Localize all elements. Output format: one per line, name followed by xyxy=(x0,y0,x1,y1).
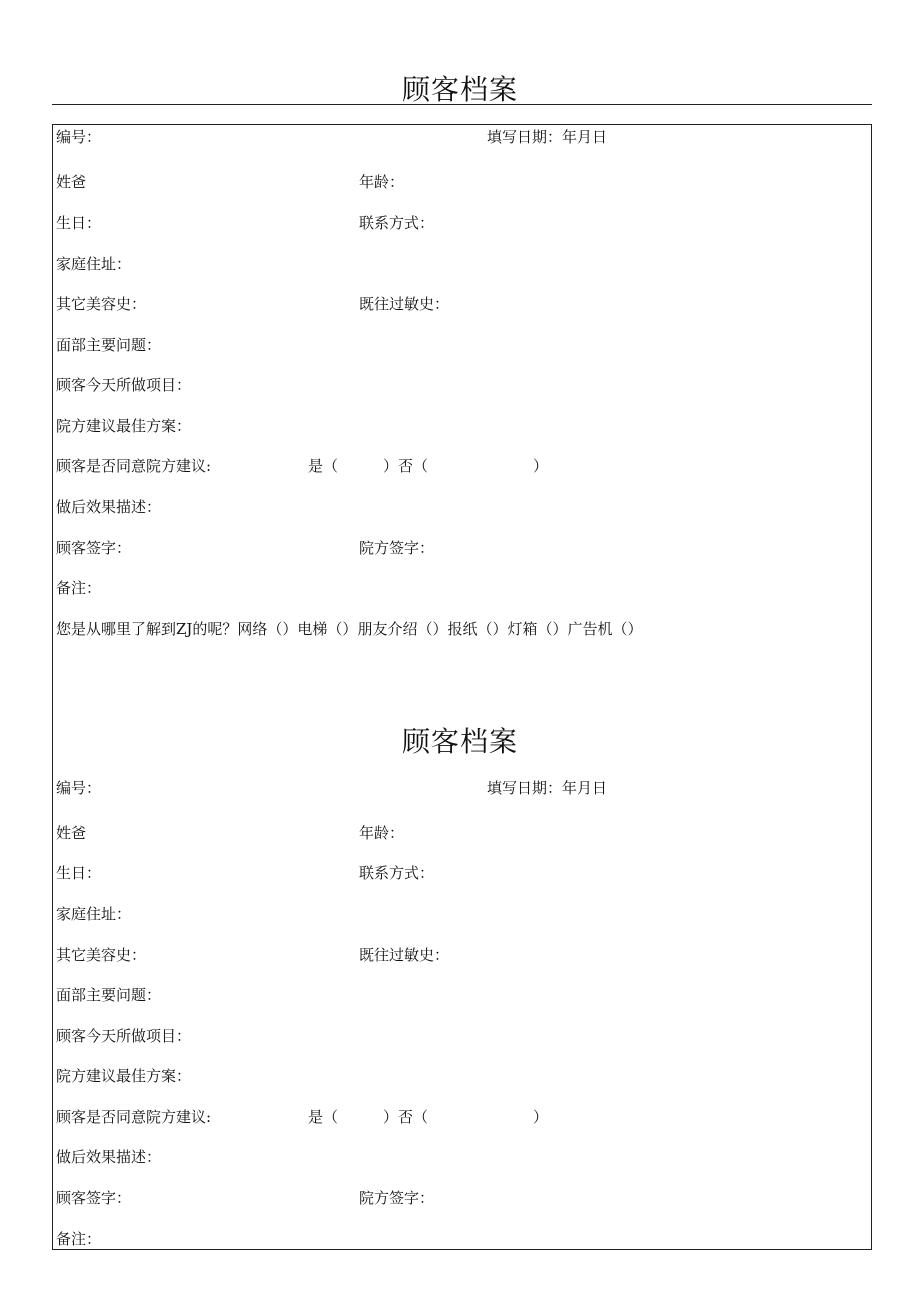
beauty-history-label: 其它美容史： xyxy=(56,295,147,313)
page-title: 顾客档案 xyxy=(401,725,518,758)
address-label: 家庭住址： xyxy=(56,255,132,273)
customer-sign-label: 顾客签字： xyxy=(56,539,132,557)
face-problems-label: 面部主要问题： xyxy=(56,986,162,1004)
agree-question-label: 顾客是否同意院方建议: xyxy=(56,457,212,475)
number-label: 编号： xyxy=(56,779,102,797)
fill-date-label: 填写日期：年月日 xyxy=(487,779,608,797)
name-label: 姓爸 xyxy=(56,173,87,191)
allergy-history-label: 既往过敏史： xyxy=(359,295,450,313)
contact-label: 联系方式： xyxy=(359,214,435,232)
remarks-label: 备注： xyxy=(56,579,102,597)
title-underline xyxy=(52,104,872,105)
address-label: 家庭住址： xyxy=(56,905,132,923)
fill-date-label: 填写日期：年月日 xyxy=(487,128,608,146)
number-label: 编号： xyxy=(56,128,102,146)
effect-desc-label: 做后效果描述： xyxy=(56,1148,162,1166)
face-problems-label: 面部主要问题： xyxy=(56,336,162,354)
allergy-history-label: 既往过敏史： xyxy=(359,946,450,964)
birthday-label: 生日： xyxy=(56,864,102,882)
agree-options: 是（ ）否（ ） xyxy=(308,1108,549,1126)
customer-sign-label: 顾客签字： xyxy=(56,1189,132,1207)
agree-question-label: 顾客是否同意院方建议: xyxy=(56,1108,212,1126)
today-items-label: 顾客今天所做项目： xyxy=(56,1027,192,1045)
clinic-sign-label: 院方签字： xyxy=(359,539,435,557)
effect-desc-label: 做后效果描述： xyxy=(56,498,162,516)
age-label: 年龄： xyxy=(359,824,405,842)
today-items-label: 顾客今天所做项目： xyxy=(56,376,192,394)
clinic-sign-label: 院方签字： xyxy=(359,1189,435,1207)
contact-label: 联系方式： xyxy=(359,864,435,882)
clinic-plan-label: 院方建议最佳方案： xyxy=(56,417,192,435)
birthday-label: 生日： xyxy=(56,214,102,232)
remarks-label: 备注： xyxy=(56,1230,102,1248)
source-question: 您是从哪里了解到ZJ的呢？网络（）电梯（）朋友介绍（）报纸（）灯箱（）广告机（） xyxy=(56,620,643,638)
name-label: 姓爸 xyxy=(56,824,87,842)
page-title: 顾客档案 xyxy=(401,73,518,106)
beauty-history-label: 其它美容史： xyxy=(56,946,147,964)
age-label: 年龄： xyxy=(359,173,405,191)
clinic-plan-label: 院方建议最佳方案： xyxy=(56,1067,192,1085)
agree-options: 是（ ）否（ ） xyxy=(308,457,549,475)
